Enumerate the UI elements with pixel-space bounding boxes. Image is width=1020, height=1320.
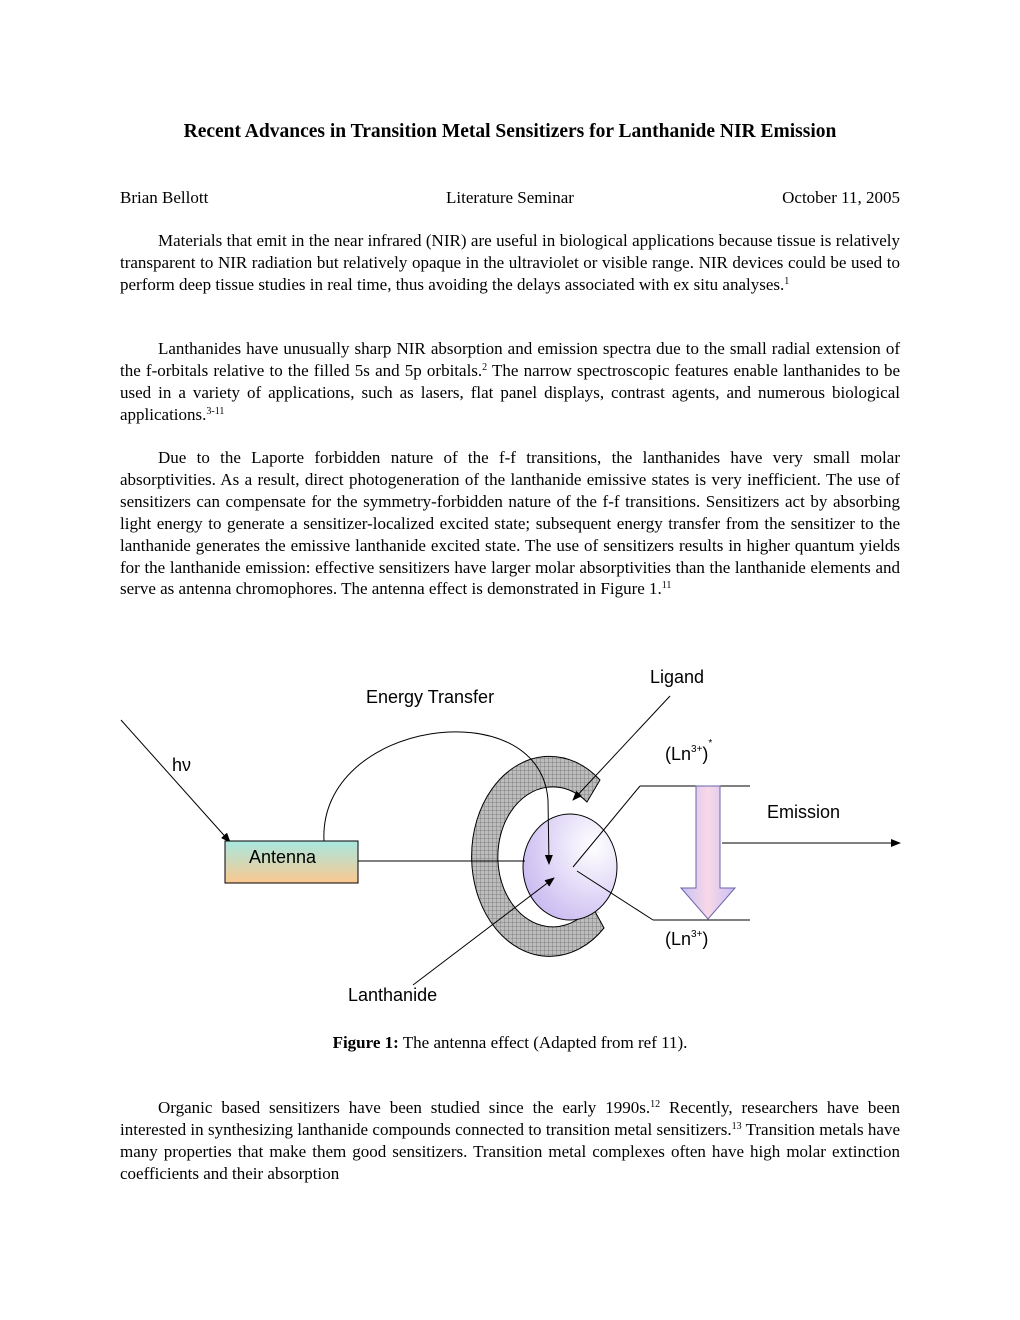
page-title: Recent Advances in Transition Metal Sensitizers for Lanthanide NIR Emission xyxy=(183,121,837,142)
emission-label: Emission xyxy=(767,802,841,822)
energy-transfer-label: Energy Transfer xyxy=(366,687,495,707)
antenna-effect-diagram xyxy=(0,650,1020,1010)
paragraph-text: Due to the Laporte forbidden nature of the f-f transitions, the lanthanides have very small molar absorptivities. As a result, direct photogeneration of the lanthanide emissive states is very inefficient. The use of sensitizers can compensate for the symmetry-forbidden nature of the f-f transitions. Sensitizers act by absorbing light energy to generate a sensitizer-localized excited state; subsequent energy transfer from the sensitizer to the lanthanide generates the emissive lanthanide excited state. The use of sensitizers results in higher quantum yields for the lanthanide emission: effective sensitizers have larger molar absorptivities than the lanthanide elements and serve as antenna chromophores. The antenna effect is demonstrated in Figure 1. xyxy=(120,448,900,599)
byline xyxy=(120,187,900,209)
excited-state-star: * xyxy=(708,738,713,749)
excited-state-label xyxy=(665,738,712,764)
excited-state-charge: 3+ xyxy=(691,744,703,755)
caption-text: The antenna effect (Adapted from ref 11). xyxy=(398,1033,688,1052)
emission-arrow-down xyxy=(681,786,735,919)
venue: Literature Seminar xyxy=(446,188,574,207)
lanthanide-sphere xyxy=(523,814,617,920)
paragraph-text: Materials that emit in the near infrared (NIR) are useful in biological applications because tissue is relatively transparent to NIR radiation but relatively opaque in the ultraviolet or visible range. NIR devices could be used to perform deep tissue studies in real time, thus avoiding the delays associated with ex situ analyses. xyxy=(120,231,900,294)
antenna-label: Antenna xyxy=(249,847,317,867)
date: October 11, 2005 xyxy=(782,188,900,207)
citation[interactable]: 3-11 xyxy=(206,405,225,417)
citation[interactable]: 11 xyxy=(661,580,672,592)
paragraph-text: Recently, researchers have been interested in synthesizing lanthanide compounds connected to transition metal sensitizers. xyxy=(120,1098,900,1139)
citation[interactable]: 2 xyxy=(482,361,488,373)
photon-label: hν xyxy=(172,755,192,775)
ligand-label: Ligand xyxy=(650,667,705,687)
paragraph-text: The narrow spectroscopic features enable lanthanides to be used in a variety of applications, such as lasers, flat panel displays, contrast agents, and numerous biological applications. xyxy=(120,360,900,424)
lanthanide-label: Lanthanide xyxy=(348,985,438,1005)
citation[interactable]: 12 xyxy=(650,1099,661,1110)
excited-state-text: (Ln xyxy=(665,744,692,764)
paragraph-3 xyxy=(120,447,900,600)
excited-state-close: ) xyxy=(702,744,709,764)
citation[interactable]: 13 xyxy=(731,1120,742,1132)
ground-state-label xyxy=(665,929,708,949)
ligand-pointer xyxy=(573,696,670,800)
ground-state-close: ) xyxy=(702,929,709,949)
paragraph-2 xyxy=(120,338,900,426)
ground-state-charge: 3+ xyxy=(691,929,703,940)
paragraph-text: Transition metals have many properties that make them good sensitizers. Transition metal complexes often have high molar extinction coefficients and their absorption xyxy=(120,1119,900,1183)
citation[interactable]: 1 xyxy=(784,275,790,287)
ground-state-text: (Ln xyxy=(665,929,692,949)
figure-caption xyxy=(120,1032,900,1054)
paragraph-4 xyxy=(120,1097,900,1185)
paragraph-text: Organic based sensitizers have been studied since the early 1990s. xyxy=(158,1098,651,1117)
caption-label: Figure 1: xyxy=(332,1033,399,1052)
paragraph-1 xyxy=(120,230,900,296)
author: Brian Bellott xyxy=(120,188,209,207)
paragraph-text: Lanthanides have unusually sharp NIR absorption and emission spectra due to the small radial extension of the f-orbitals relative to the filled 5s and 5p orbitals. xyxy=(120,339,900,380)
photon-arrow xyxy=(121,720,230,842)
